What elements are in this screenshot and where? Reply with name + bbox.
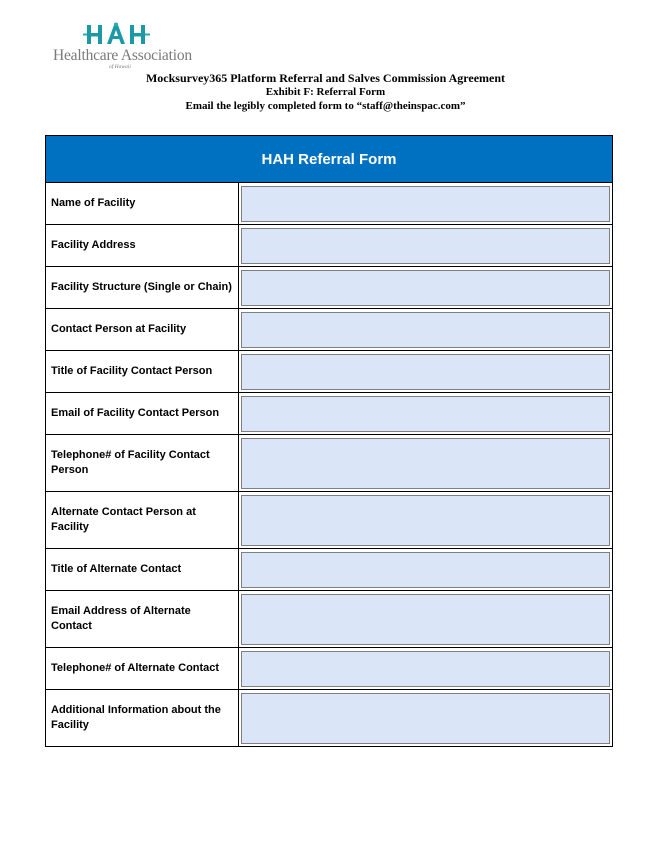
field-value-cell [239,309,613,351]
field-label: Name of Facility [46,183,239,225]
field-label: Email of Facility Contact Person [46,393,239,435]
field-label: Facility Address [46,225,239,267]
exhibit-title: Exhibit F: Referral Form [265,86,386,98]
field-label: Telephone# of Facility Contact Person [46,435,239,492]
field-label: Additional Information about the Facility [46,690,239,747]
form-row [46,648,613,690]
hah-logo [53,18,192,72]
field-label: Alternate Contact Person at Facility [46,492,239,549]
email-instruction: Email the legibly completed form to “staff@theinspac.com” [185,100,466,112]
hah-logo-mark-icon [83,22,151,46]
field-input[interactable] [241,270,610,306]
form-row [46,492,613,549]
form-row [46,393,613,435]
field-input[interactable] [241,495,610,546]
field-input[interactable] [241,228,610,264]
field-value-cell [239,183,613,225]
field-input[interactable] [241,186,610,222]
field-value-cell [239,393,613,435]
form-row [46,309,613,351]
field-input[interactable] [241,396,610,432]
form-rows [46,183,613,747]
form-row [46,591,613,648]
field-input[interactable] [241,693,610,744]
field-value-cell [239,267,613,309]
field-value-cell [239,225,613,267]
form-row [46,351,613,393]
referral-form-table [45,135,613,747]
form-row [46,183,613,225]
field-value-cell [239,591,613,648]
logo-name: Healthcare Association [53,47,192,64]
field-input[interactable] [241,312,610,348]
field-label: Telephone# of Alternate Contact [46,648,239,690]
form-row [46,267,613,309]
field-value-cell [239,648,613,690]
field-label: Facility Structure (Single or Chain) [46,267,239,309]
field-value-cell [239,690,613,747]
field-label: Contact Person at Facility [46,309,239,351]
field-input[interactable] [241,552,610,588]
field-input[interactable] [241,594,610,645]
field-value-cell [239,492,613,549]
form-title: HAH Referral Form [46,136,613,183]
field-input[interactable] [241,651,610,687]
form-row [46,690,613,747]
field-value-cell [239,549,613,591]
field-input[interactable] [241,438,610,489]
form-row [46,435,613,492]
field-value-cell [239,351,613,393]
field-value-cell [239,435,613,492]
field-label: Title of Facility Contact Person [46,351,239,393]
form-row [46,549,613,591]
field-input[interactable] [241,354,610,390]
field-label: Title of Alternate Contact [46,549,239,591]
logo-subtitle: of Hawaii [109,64,131,70]
form-row [46,225,613,267]
field-label: Email Address of Alternate Contact [46,591,239,648]
document-title: Mocksurvey365 Platform Referral and Salves Commission Agreement [145,71,506,85]
